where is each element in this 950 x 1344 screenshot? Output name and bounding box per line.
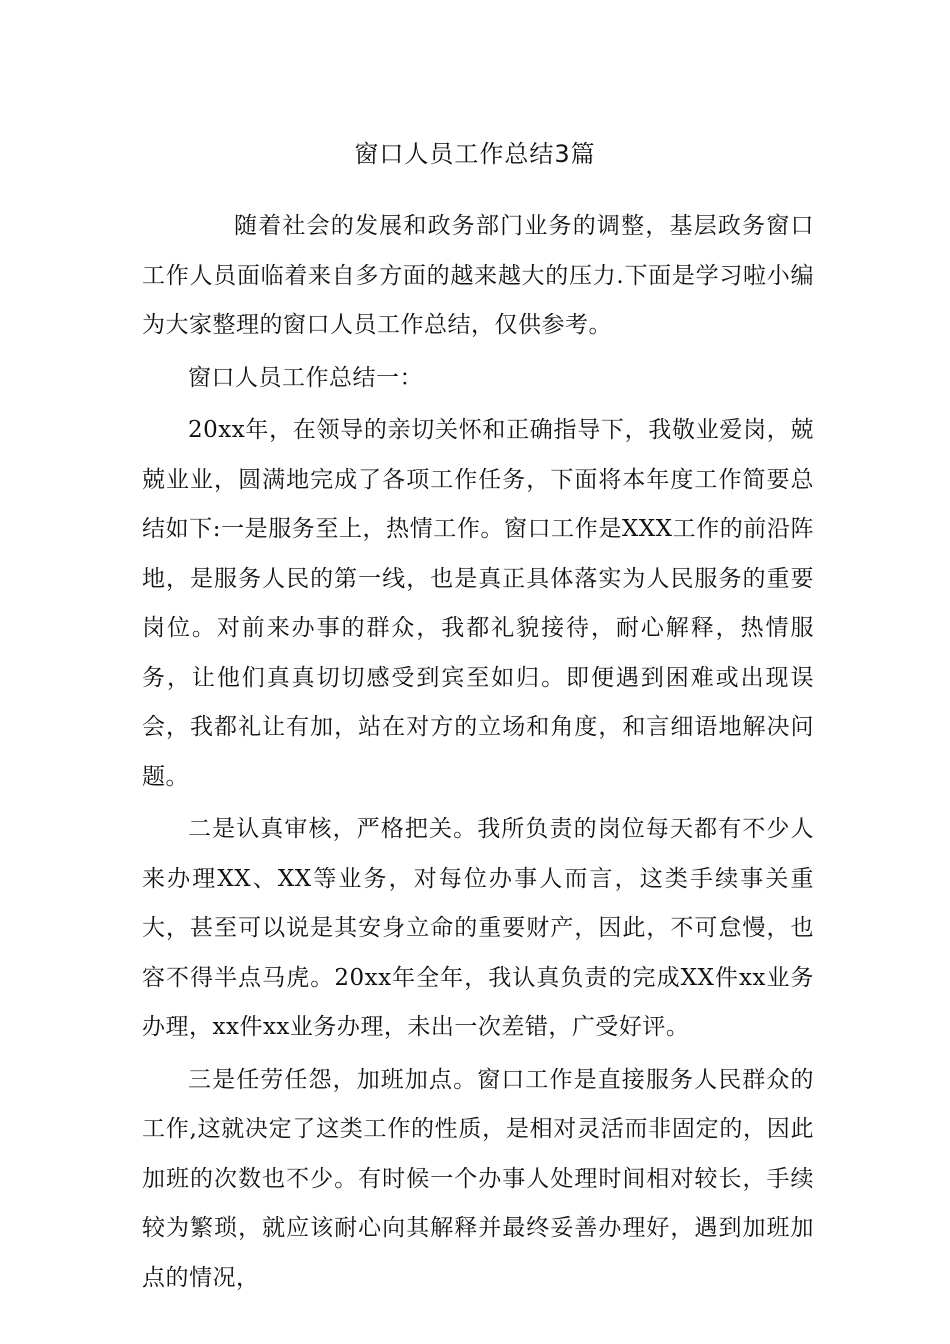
section-heading: 窗口人员工作总结一： [188,364,423,391]
document-title: 窗口人员工作总结3篇 [354,140,596,168]
intro-paragraph: 随着社会的发展和政务部门业务的调整，基层政务窗口工作人员面临着来自多方面的越来越大的压力.下面是学习啦小编为大家整理的窗口人员工作总结，仅供参考。 [142,213,814,338]
body-paragraph: 二是认真审核，严格把关。我所负责的岗位每天都有不少人来办理XX、XX等业务，对每位办事人而言，这类手续事关重大，甚至可以说是其安身立命的重要财产，因此，不可怠慢，也容不得半点马虎。20xx年全年，我认真负责的完成XX件xx业务办理，xx件xx业务办理，未出一次差错，广受好评。 [142,816,814,1040]
body-paragraph: 三是任劳任怨，加班加点。窗口工作是直接服务人民群众的工作,这就决定了这类工作的性质，是相对灵活而非固定的，因此加班的次数也不少。有时候一个办事人处理时间相对较长，手续较为繁琐，就应该耐心向其解释并最终妥善办理好，遇到加班加点的情况， [142,1066,814,1291]
body-paragraph: 20xx年，在领导的亲切关怀和正确指导下，我敬业爱岗，兢兢业业，圆满地完成了各项工作任务，下面将本年度工作简要总结如下:一是服务至上，热情工作。窗口工作是XXX工作的前沿阵地，是服务人民的第一线，也是真正具体落实为人民服务的重要岗位。对前来办事的群众，我都礼貌接待，耐心解释，热情服务，让他们真真切切感受到宾至如归。即便遇到困难或出现误会，我都礼让有加，站在对方的立场和角度，和言细语地解决问题。 [142,417,814,790]
document-body [142,202,814,1306]
